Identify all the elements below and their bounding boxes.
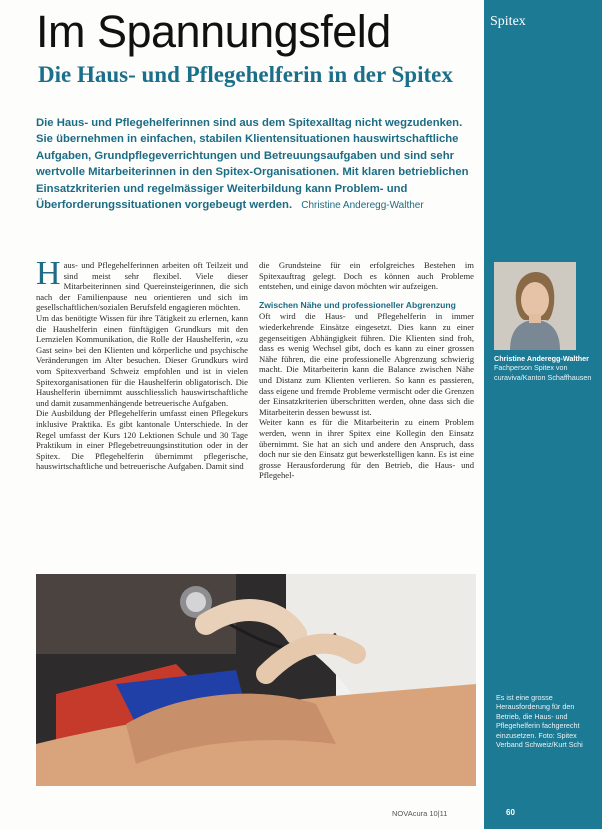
- portrait-name: Christine Anderegg-Walther: [494, 354, 589, 363]
- blood-pressure-photo: [36, 574, 476, 786]
- body-paragraph: Um das benötigte Wissen für ihre Tätigkeit zu erlernen, kann die Haushelferin einen fünftägigen Grundkurs mit den Lernzielen Kommunikation, die Rolle der Haushelferin, «zu Gast sein» bei den Klienten und körperliche und psychische Veränderungen im Alter besuchen. Dieser Grundkurs wird vom Spitexverband Schweiz empfohlen und ist in vielen Spitexorganisationen für die Haushelferin obligatorisch. Die Haushelferin übernimmt ausschliesslich hauswirtschaftliche und damit zusammenhängende betreuerische Aufgaben.: [36, 312, 248, 408]
- article-subtitle: Die Haus- und Pflegehelferin in der Spitex: [38, 62, 453, 87]
- portrait-caption: [494, 354, 594, 382]
- body-paragraph: Weiter kann es für die Mitarbeiterin zu einem Problem werden, wenn in ihrer Spitex eine Kollegin den Einsatz übernimmt. Sie hat an sich und andere den Anspruch, dass doch nur sie den Einsatz gut bewerkstelligen kann. Es ist eine grosse Herausforderung für den Betrieb, die Haus- und Pflegehel-: [259, 417, 474, 481]
- author-portrait: [494, 262, 576, 350]
- body-paragraph: aus- und Pflegehelferinnen arbeiten oft Teilzeit und sind meist sehr flexibel. Viele dieser Mitarbeiterinnen sind Quereinsteigerinnen, die sich nach der Familienpause neu orientieren und sich im gesellschaftlichen/sozialen Berufsfeld engagieren möchten.: [36, 260, 248, 313]
- lead-paragraph: [36, 115, 476, 214]
- lead-text: Die Haus- und Pflegehelferinnen sind aus dem Spitexalltag nicht wegzudenken. Sie übernehmen in einfachen, stabilen Klientensituationen hauswirtschaftliche Aufgaben, Grundpflegeverrichtungen und Betreuungsaufgaben und sind sehr wertvolle Mitarbeiterinnen in den Spitex-Organisationen. Mit klaren betrieblichen Einsatzkriterien und regelmässiger Weiterbildung kann Problem- und Überforderungssituationen vorgebeugt werden.: [36, 117, 469, 212]
- journal-name: NOVAcura 10|11: [392, 809, 448, 818]
- body-paragraph: Die Ausbildung der Pflegehelferin umfasst einen Pflegekurs inklusive Praktika. Es gibt kantonale Unterschiede. In der Regel umfasst der Kurs 120 Lektionen Schule und 30 Tage Praktikum in einer Pflegebetreuungsinstitution oder in der Spitex. Die Pflegehelferin übernimmt pflegerische, hauswirtschaftliche und betreuerische Aufgaben. Damit sind: [36, 408, 248, 472]
- section-label: Spitex: [490, 14, 526, 29]
- body-paragraph: die Grundsteine für ein erfolgreiches Bestehen im Spitexauftrag gelegt. Doch es können auch Probleme entstehen, und einige davon möchten wir aufzeigen.: [259, 260, 474, 292]
- author-byline: Christine Anderegg-Walther: [301, 200, 424, 212]
- page-number: 60: [506, 808, 515, 817]
- portrait-role: Fachperson Spitex von curaviva/Kanton Schaffhausen: [494, 363, 592, 382]
- body-column-2: [259, 260, 474, 481]
- body-paragraph: Oft wird die Haus- und Pflegehelferin in immer wiederkehrende Einsätze eingesetzt. Dies kann zu einer gegenseitigen Abhängigkeit führen. Die Klienten sind froh, dass es wenig Wechsel gibt, doch es kann zu einer grossen Nähe führen, die eine professionelle Abgrenzung schwierig macht. Die Mitarbeiterin kann die Balance zwischen Nähe und Distanz zum Klienten verlieren. So kann es passieren, dass eigene und fremde Probleme vermischt oder die Grenzen der Einsatzkriterien überschritten werden, ohne dass sich die Mitarbeiterin dessen bewusst ist.: [259, 311, 474, 417]
- section-subheading: Zwischen Nähe und professioneller Abgrenzung: [259, 299, 456, 310]
- body-column-1: [36, 255, 248, 472]
- article-title: Im Spannungsfeld: [36, 6, 391, 57]
- drop-cap: H: [36, 255, 61, 292]
- photo-caption: Es ist eine grosse Herausforderung für den Betrieb, die Haus- und Pflegehelferin fachgerecht einzusetzen. Foto: Spitex Verband Schweiz/Kurt Schi: [496, 693, 583, 750]
